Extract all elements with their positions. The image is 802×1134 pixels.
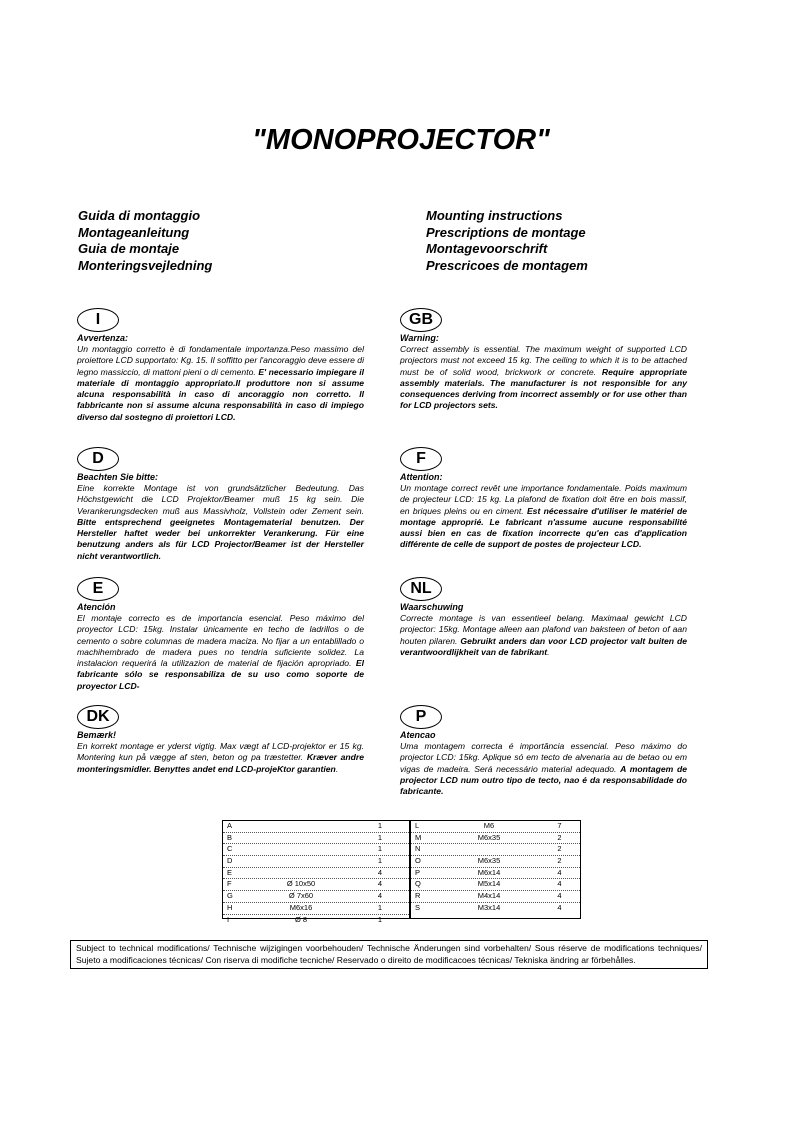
part-qty: 4: [557, 867, 562, 877]
part-spec: Ø 7x60: [288, 891, 314, 901]
table-row: [411, 879, 580, 891]
section-heading: Atención: [77, 602, 116, 612]
table-row: [223, 833, 409, 845]
section-body: [77, 741, 364, 775]
part-spec: Ø 8: [294, 914, 308, 924]
table-row: [411, 821, 580, 833]
part-spec: [251, 844, 351, 855]
body-text: Correct assembly is essential. The maximum weight of supported LCD projectors must not exceed 15 kg. The ceiling to which it is to be attached must be of solid wood, brickwork or concrete.: [400, 344, 687, 377]
heading: Prescriptions de montage: [426, 224, 586, 240]
table-row: [223, 856, 409, 868]
table-row: [223, 879, 409, 891]
section-body: [400, 344, 687, 412]
part-letter: S: [415, 902, 421, 912]
language-badge: NL: [400, 577, 442, 601]
body-bold-text: Gebruikt anders dan voor LCD projector valt buiten de verantwoordlijkheit van de fabrikant: [400, 635, 688, 657]
section-body: [77, 483, 364, 562]
parts-column-left: [223, 821, 411, 924]
heading: Prescricoes de montagem: [426, 257, 588, 273]
section-nl: [400, 577, 687, 658]
part-qty: 2: [557, 832, 562, 842]
heading: Montageanleitung: [78, 224, 190, 240]
body-text: El montaje correcto es de importancia esencial. Peso máximo del proyector LCD: 15kg. Instalar únicamente en techo de ladrillos o de cemento o sobre columnas de madera maciza. No fijar a un entablillado o machihembrado de madera pues no tendria suficiente solidez. La instalacion requerirá la utilizazion de material de fijación apropriado.: [77, 613, 364, 669]
part-spec: [251, 821, 351, 832]
body-bold-text: El fabricante sólo se responsabiliza de su uso como soporte de proyector LCD-: [77, 658, 365, 691]
part-letter: C: [227, 844, 233, 854]
table-row: [223, 844, 409, 856]
part-letter: G: [227, 891, 233, 901]
body-bold-text: Est nécessaire d'utiliser le matériel de montage approprié. Le fabricant n'assume aucune responsabilité aussi bien en cas de fixation incorrecte qu'en cas d'application différente de celle de support de postes de projecteur LCD.: [400, 505, 687, 550]
part-qty: 4: [557, 879, 562, 889]
body-bold-text: Require appropriate assembly materials. The manufacturer is not responsible for any consequences deriving from incorrect assembly or for use other than for LCD projectors sets.: [400, 366, 687, 411]
parts-table: [222, 820, 581, 924]
part-qty: 1: [377, 821, 383, 830]
table-row: [223, 915, 409, 926]
body-text: Un montaggio corretto è di fondamentale importanza.Peso massimo del proiettore LCD supportato: Kg. 15. Il soffitto per l'ancoraggio deve essere di legno massiccio, di mattoni pieni o di cemento.: [77, 344, 364, 377]
body-bold-text: A montagem de projector LCD num outro tipo de tecto, nao é da responsabilidade do fabricante.: [400, 763, 688, 797]
part-spec: [251, 868, 351, 879]
part-qty: 1: [377, 902, 383, 912]
part-qty: 4: [377, 879, 383, 889]
language-badge: E: [77, 577, 119, 601]
part-qty: 2: [557, 856, 562, 866]
language-badge: F: [400, 447, 442, 471]
part-spec: M6x35: [477, 856, 501, 866]
heading: Mounting instructions: [426, 208, 563, 223]
section-heading: Attention:: [400, 472, 443, 482]
table-row: [223, 821, 409, 833]
part-letter: E: [227, 867, 233, 877]
part-spec: M6x14: [477, 867, 501, 877]
part-letter: D: [227, 856, 233, 866]
body-text: Eine korrekte Montage ist von grundsätzlicher Bedeutung. Das Höchstgewicht die LCD Projektor/Beamer muß 15 kg sein. Die Verankerungsdecken muß aus Massivholz, Vollstein oder Zement sein.: [77, 483, 364, 516]
disclaimer-box: Subject to technical modifications/ Technische wijzigingen voorbehouden/ Technische Änderungen sind vorbehalten/ Sous réserve de modifications techniques/ Sujeto a modificaciones técnicas/ Con riserva di modifiche tecniche/ Reservado o direito de modificacoes técnicas/ Tekniska ändring ar förbehålles.: [70, 940, 708, 969]
part-qty: 4: [557, 902, 562, 912]
part-letter: R: [415, 891, 421, 901]
part-spec: [439, 844, 539, 855]
section-f: [400, 447, 687, 551]
part-letter: H: [227, 902, 233, 912]
part-qty: 1: [377, 832, 383, 842]
section-heading: Waarschuwing: [400, 602, 464, 612]
table-row: [411, 868, 580, 880]
part-spec: M4x14: [477, 891, 501, 901]
part-letter: N: [415, 844, 421, 854]
section-body: [400, 741, 687, 797]
part-letter: M: [415, 832, 422, 842]
heading: Monteringsvejledning: [78, 257, 213, 273]
language-badge: D: [77, 447, 119, 471]
part-spec: [251, 833, 351, 844]
part-letter: I: [227, 914, 230, 924]
section-d: [77, 447, 364, 562]
section-heading: Bemærk!: [77, 730, 117, 740]
body-tail: .: [335, 763, 339, 774]
language-badge: I: [77, 308, 119, 332]
body-bold-text: E' necessario impiegare il materiale di montaggio appropriato.Il produttore non si assume alcuna responsabilità in caso di ancoraggio non corretto. Il fabbricante non si assume alcuna responsabilità in caso di impiego diverso dal sostegno di proiettori LCD.: [77, 366, 364, 422]
section-i: [77, 308, 364, 423]
section-body: [400, 483, 687, 551]
section-heading: Warning:: [400, 333, 439, 343]
part-spec: [251, 856, 351, 867]
document-title: "MONOPROJECTOR": [252, 124, 550, 156]
body-bold-text: Bitte entsprechend geeignetes Montagematerial benutzen. Der Hersteller haftet weder bei unkorrekter Verankerung. Für eine benutzung anders als für LCD Projector/Beamer ist der Hersteller nicht verantwortlich.: [77, 516, 364, 561]
parts-column-right: [411, 821, 580, 918]
part-letter: F: [227, 879, 232, 889]
section-body: [77, 613, 364, 692]
section-dk: [77, 705, 364, 775]
part-spec: M6x16: [289, 902, 313, 912]
table-row: [223, 903, 409, 915]
section-e: [77, 577, 364, 692]
headings-right: [426, 208, 588, 274]
language-badge: GB: [400, 308, 442, 332]
part-qty: 4: [557, 891, 562, 901]
section-body: [77, 344, 364, 423]
part-qty: 2: [557, 844, 562, 854]
part-letter: Q: [415, 879, 421, 889]
body-text: Uma montagem correcta é importância essencial. Peso máximo do projector LCD: 15kg. Aplique só em tecto de alvenaria au de betao ou em vigas de madeira. Será necessário material adequado.: [400, 741, 687, 774]
part-letter: B: [227, 832, 233, 842]
section-heading: Atencao: [400, 730, 436, 740]
heading: Guia de montaje: [78, 241, 180, 256]
part-qty: 1: [377, 914, 383, 924]
table-row: [411, 903, 580, 914]
part-qty: 1: [377, 844, 383, 854]
part-qty: 7: [557, 821, 562, 830]
table-row: [411, 856, 580, 868]
heading: Montagevoorschrift: [426, 241, 548, 256]
section-gb: [400, 308, 687, 412]
language-badge: DK: [77, 705, 119, 729]
part-qty: 1: [377, 856, 383, 866]
body-bold-text: Kræver andre monteringsmidler. Benyttes andet end LCD-projeKtor garantien: [77, 752, 365, 774]
body-text: Un montage correct revêt une importance fondamentale. Poids maximum de projecteur LCD: 15 kg. La plafond de fixation doit être en bois massif, en briques pleins ou en ciment.: [400, 483, 687, 516]
section-body: [400, 613, 687, 658]
heading: Guida di montaggio: [78, 208, 201, 223]
part-spec: M5x14: [477, 879, 501, 889]
section-heading: Avvertenza:: [77, 333, 129, 343]
body-tail: .: [547, 646, 550, 657]
part-spec: Ø 10x50: [286, 879, 316, 889]
section-heading: Beachten Sie bitte:: [77, 472, 159, 482]
body-text: Correcte montage is van essentieel belang. Maximaal gewicht LCD projector: 15kg. Montage alleen aan plafond van baksteen of beton of aan houten pilaren.: [400, 613, 687, 646]
part-qty: 4: [377, 891, 383, 901]
part-letter: L: [415, 821, 420, 830]
table-row: [223, 868, 409, 880]
part-spec: M6x35: [477, 832, 501, 842]
headings-left: [78, 208, 212, 274]
part-letter: A: [227, 821, 233, 830]
part-qty: 4: [377, 867, 383, 877]
part-letter: P: [415, 867, 421, 877]
body-text: En korrekt montage er yderst vigtig. Max vægt af LCD-projektor er 15 kg. Montering kun på vægge af sten, beton og pa træstetter.: [77, 741, 364, 763]
language-badge: P: [400, 705, 442, 729]
part-letter: O: [415, 856, 421, 866]
part-spec: M3x14: [477, 902, 501, 912]
part-spec: M6: [483, 821, 495, 830]
table-row: [223, 891, 409, 903]
table-row: [411, 833, 580, 845]
table-row: [411, 844, 580, 856]
table-row: [411, 891, 580, 903]
section-p: [400, 705, 687, 797]
